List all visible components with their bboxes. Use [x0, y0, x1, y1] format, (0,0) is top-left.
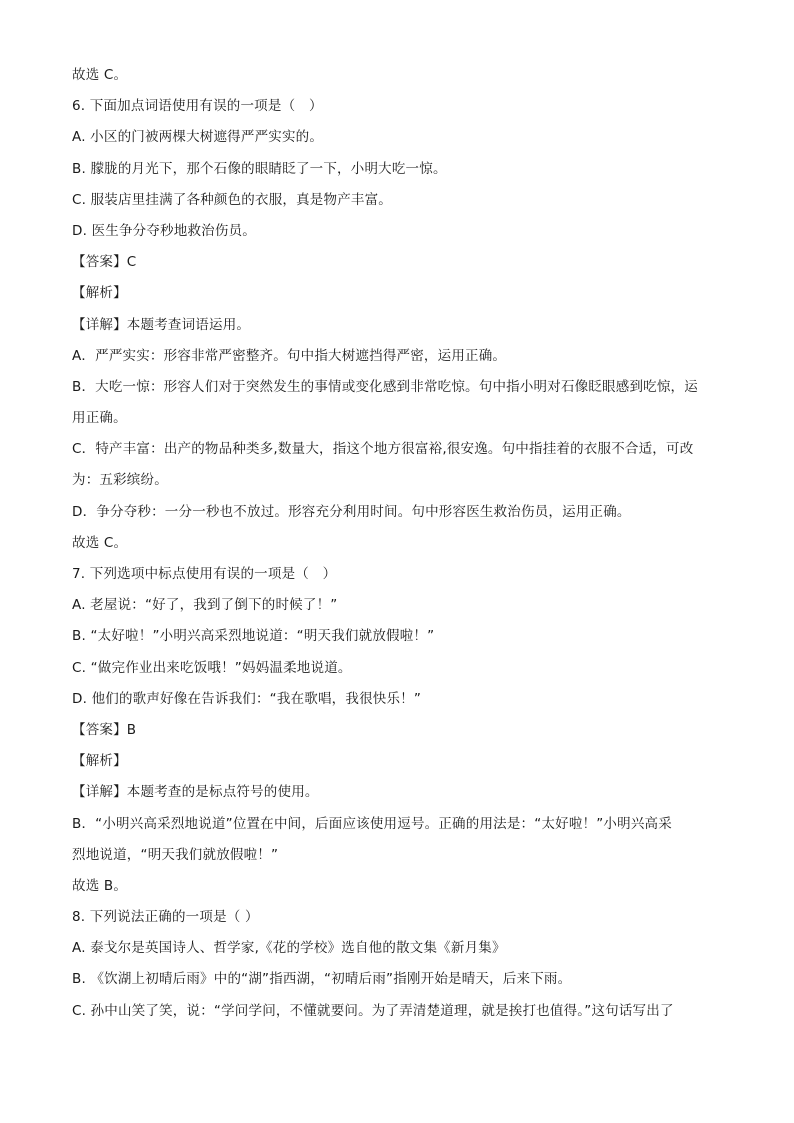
- question-6-stem: 6. 下面加点词语使用有误的一项是（ ）: [72, 98, 323, 115]
- explanation-line: B．大吃一惊：形容人们对于突然发生的事情或变化感到非常吃惊。句中指小明对石像眨眼感到吃惊，运: [72, 378, 698, 395]
- conclusion-line: 故选 C。: [72, 67, 128, 83]
- document-page: [72, 60, 722, 1027]
- question-8-option-b: B. 《饮湖上初晴后雨》中的“湖”指西湖，“初晴后雨”指刚开始是晴天，后来下雨。: [72, 971, 572, 988]
- question-8-stem: 8. 下列说法正确的一项是（ ）: [72, 909, 259, 926]
- question-8-option-a: A. 泰戈尔是英国诗人、哲学家,《花的学校》选自他的散文集《新月集》: [72, 940, 506, 957]
- explanation-line: A．严严实实：形容非常严密整齐。句中指大树遮挡得严密，运用正确。: [72, 347, 507, 364]
- answer-label: 【答案】B: [72, 721, 137, 738]
- answer-label: 【答案】C: [72, 254, 137, 271]
- explanation-line: C．特产丰富：出产的物品种类多,数量大，指这个地方很富裕,很安逸。句中指挂着的衣服不合适，可改: [72, 441, 694, 458]
- analysis-label: 【解析】: [72, 753, 127, 770]
- question-7-option-d: D. 他们的歌声好像在告诉我们：“我在歌唱，我很快乐！”: [72, 690, 422, 707]
- question-8-option-c: C. 孙中山笑了笑，说：“学问学问，不懂就要问。为了弄清楚道理，就是挨打也值得。”这句话写出了: [72, 1002, 674, 1019]
- explanation-line: B．“小明兴高采烈地说道”位置在中间，后面应该使用逗号。正确的用法是：“太好啦！”小明兴高采: [72, 815, 672, 832]
- explanation-line: 用正确。: [72, 410, 127, 427]
- question-6-option-d: D. 医生争分夺秒地救治伤员。: [72, 222, 256, 239]
- analysis-label: 【解析】: [72, 285, 127, 302]
- question-6-option-b: B. 朦胧的月光下，那个石像的眼睛眨了一下，小明大吃一惊。: [72, 160, 447, 177]
- detail-line: 【详解】本题考查的是标点符号的使用。: [72, 784, 319, 801]
- conclusion-line: 故选 B。: [72, 877, 128, 894]
- question-7-option-b: B. “太好啦！”小明兴高采烈地说道：“明天我们就放假啦！”: [72, 628, 435, 645]
- explanation-line: 为：五彩缤纷。: [72, 472, 168, 489]
- explanation-line: 烈地说道，“明天我们就放假啦！”: [72, 846, 279, 863]
- question-6-option-a: A. 小区的门被两棵大树遮得严严实实的。: [72, 129, 324, 146]
- question-7-option-a: A. 老屋说：“好了，我到了倒下的时候了！”: [72, 597, 338, 614]
- detail-line: 【详解】本题考查词语运用。: [72, 316, 251, 333]
- conclusion-line: 故选 C。: [72, 534, 128, 551]
- question-7-option-c: C. “做完作业出来吃饭哦！”妈妈温柔地说道。: [72, 659, 352, 676]
- question-6-option-c: C. 服装店里挂满了各种颜色的衣服，真是物产丰富。: [72, 191, 393, 208]
- question-7-stem: 7. 下列选项中标点使用有误的一项是（ ）: [72, 566, 337, 582]
- explanation-line: D．争分夺秒：一分一秒也不放过。形容充分利用时间。句中形容医生救治伤员，运用正确。: [72, 503, 631, 520]
